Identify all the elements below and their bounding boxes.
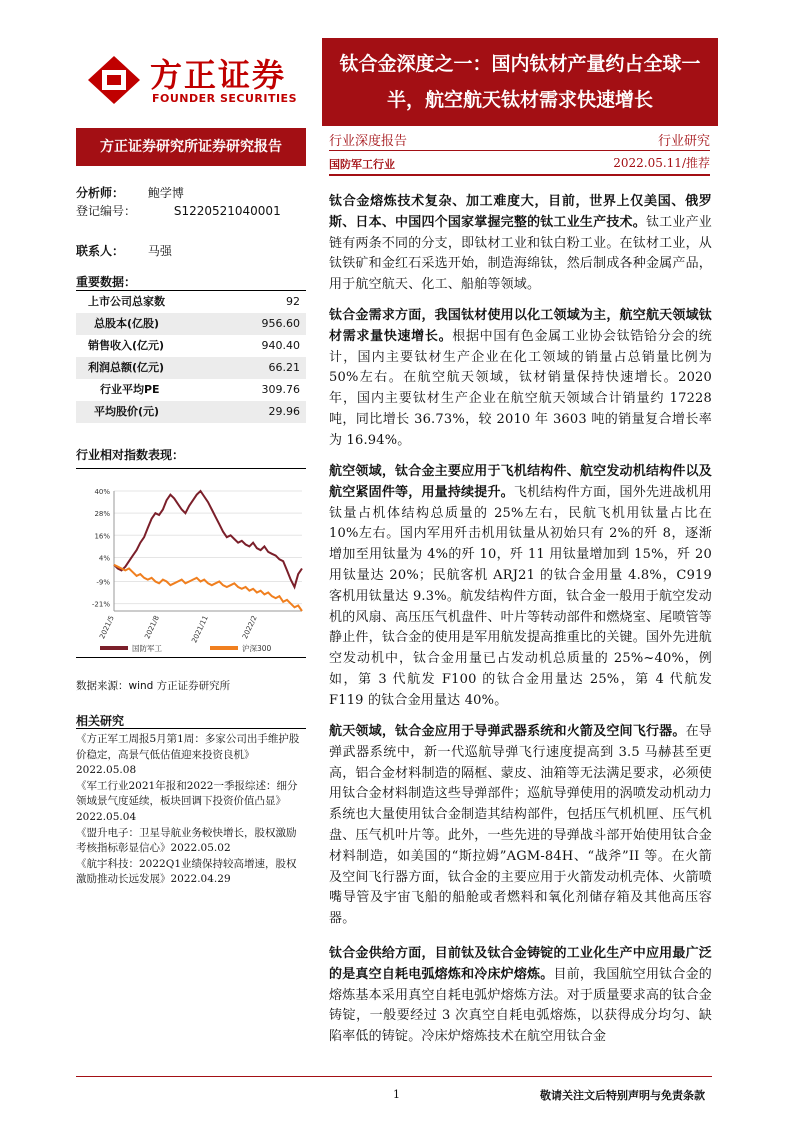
key-data-row [76, 379, 306, 401]
reg-label: 登记编号： [76, 204, 137, 218]
institute-banner: 方正证券研究所证券研究报告 [76, 128, 306, 166]
y-tick-label: 40% [94, 488, 110, 496]
related-item[interactable]: 《军工行业2021年报和2022一季报综述：细分领域景气度延续，板块回调下投资价值凸显》2022.05.04 [76, 779, 298, 823]
analyst-name: 鲍学博 [147, 186, 184, 200]
footer-rule [76, 1076, 712, 1077]
related-rule [76, 728, 306, 729]
y-tick-label: 4% [98, 554, 110, 563]
contact-label: 联系人： [76, 244, 125, 258]
body-para-4-lead: 航天领域，钛合金应用于导弹武器系统和火箭及空间飞行器。 [329, 724, 686, 739]
body-para-5-lead: 钛合金供给方面，目前钛及钛合金铸锭的工业化生产中应用最广泛的是真空自耗电弧熔炼和冷床炉熔炼。 [329, 946, 712, 982]
key-data-value: 940.40 [261, 339, 300, 352]
disclaimer-note: 敬请关注文后特别声明与免责条款 [540, 1089, 705, 1102]
report-category: 行业研究 [657, 134, 710, 149]
key-data-value: 92 [286, 295, 300, 308]
report-title [322, 38, 718, 118]
body-para-2-text: 根据中国有色金属工业协会钛锆铪分会的统计，国内主要钛材生产企业在化工领域的销量占总销量比例为 50%左右。在航空航天领域，钛材销量保持快速增长。2020 年，国内主要钛材生产企业在航空航天领域合计销量约 17228 吨，同比增长 36.73%，较 2010 年 3603 吨的销量复合增长率为 16.94%。 [329, 328, 712, 448]
related-item[interactable]: 《航宇科技：2022Q1业绩保持较高增速，股权激励推动长远发展》2022.04.29 [76, 857, 297, 886]
key-data-value: 29.96 [268, 405, 300, 418]
analyst-label: 分析师： [76, 186, 125, 200]
index-perf-heading: 行业相对指数表现： [76, 448, 185, 462]
related-item[interactable]: 《盟升电子：卫星导航业务較快增长，股权激励考核指标彰显信心》2022.05.02 [76, 826, 297, 855]
series-line-defense [114, 491, 302, 587]
body-para-5-text: 目前，我国航空用钛合金的熔炼基本采用真空自耗电弧炉熔炼方法。对于质量要求高的钛合金铸锭，一般要经过 3 次真空自耗电弧熔炼，以获得成分均匀、缺陷率低的铸锭。冷床炉熔炼技术在航空用钛合金 [329, 966, 712, 1045]
key-data-row [76, 357, 306, 379]
key-data-row [76, 335, 306, 357]
y-tick-label: -21% [91, 600, 110, 609]
report-type: 行业深度报告 [329, 134, 408, 149]
key-data-label: 销售收入(亿元) [88, 339, 165, 352]
key-data-row [76, 291, 306, 313]
body-para-2 [329, 306, 712, 452]
x-tick-label: 2021/8 [143, 614, 161, 641]
body-para-1-lead: 钛合金熔炼技术复杂、加工难度大，目前，世界上仅美国、俄罗斯、日本、中国四个国家掌握完整的钛工业生产技术。 [329, 194, 712, 230]
key-data-row [76, 313, 306, 335]
y-tick-label: 28% [94, 510, 110, 519]
report-title-band [322, 38, 718, 126]
index-chart-svg [76, 469, 306, 659]
industry-name: 国防军工行业 [329, 158, 395, 171]
body-para-4 [329, 722, 712, 930]
report-title-line1: 钛合金深度之一：国内钛材产量约占全球一 [339, 53, 701, 75]
header-rule [329, 150, 710, 151]
body-para-2-lead: 钛合金需求方面，我国钛材使用以化工领域为主，航空航天领域钛材需求量快速增长。 [329, 308, 712, 344]
related-heading: 相关研究 [76, 714, 125, 728]
founder-logo [84, 48, 314, 110]
logo-cn-text: 方正证券 [150, 56, 287, 94]
key-data-label: 行业平均PE [100, 383, 160, 396]
x-tick-label: 2021/5 [98, 614, 116, 641]
key-data-label: 平均股价(元) [94, 405, 160, 418]
key-data-table [76, 290, 306, 423]
y-tick-label: 16% [94, 532, 110, 541]
founder-logo-mark-icon [84, 52, 144, 108]
key-data-value: 956.60 [261, 317, 300, 330]
key-data-label: 总股本(亿股) [94, 317, 160, 330]
key-data-value: 309.76 [261, 383, 300, 396]
x-tick-label: 2022/2 [241, 614, 259, 641]
date-rating: 2022.05.11/推荐 [613, 156, 710, 170]
logo-en-text: FOUNDER SECURITIES [152, 92, 297, 105]
legend-label: 沪深300 [242, 644, 272, 653]
contact-name: 马强 [147, 244, 172, 258]
page-number: 1 [393, 1088, 400, 1101]
body-para-5 [329, 944, 712, 1048]
y-tick-label: -9% [96, 578, 110, 587]
body-para-1 [329, 192, 712, 296]
body-para-3-text: 飞机结构件方面，国外先进战机用钛量占机体结构总质量的 25%左右，民航飞机用钛量占比在 10%左右。国内军用歼击机用钛量从初始只有 2%的歼 8，逐渐增加至用钛量为 4%的歼 10，歼 11 用钛量增加到 15%，歼 20 用钛量达 20%；民航客机 ARJ21 的钛合金用量 4.8%，C919 客机用钛量达 9.3%。航发结构件方面，钛合金一般用于航空发动机的风扇、高压压气机盘件、叶片等转动部件和燃烧室、尾喷管等静止件，钛合金的使用是军用航发提高推重比的关键。国外先进航空发动机中，钛合金用量已占发动机总质量的 25%~40%，例如，第 3 代航发 F100 的钛合金用量达 25%，第 4 代航发 F119 的钛合金用量达 40%。 [329, 484, 712, 708]
analyst-info [76, 184, 306, 260]
key-data-label: 利润总额(亿元) [88, 361, 165, 374]
legend-label: 国防军工 [132, 644, 162, 653]
related-list [76, 732, 306, 888]
key-data-label: 上市公司总家数 [88, 295, 165, 308]
body-para-1-text: 钛工业产业链有两条不同的分支，即钛材工业和钛白粉工业。在钛材工业，从钛铁矿和金红石采选开始，制造海绵钛，然后制成各种金属产品，用于航空航天、化工、船舶等领域。 [329, 214, 712, 293]
key-data-heading: 重要数据： [76, 275, 137, 289]
x-tick-label: 2021/11 [190, 614, 210, 645]
key-data-row [76, 401, 306, 423]
related-item[interactable]: 《方正军工周报5月第1周：多家公司出手维护股价稳定，高景气低估值迎来投资良机》2022.05.08 [76, 733, 300, 777]
body-para-4-text: 在导弹武器系统中，新一代巡航导弹飞行速度提高到 3.5 马赫甚至更高，铝合金材料制造的隔框、蒙皮、油箱等无法满足要求，必须使用钛合金材料制造这些导弹部件；巡航导弹使用的涡喷发动机动力系统也大量使用钛合金制造其结构部件，包括压气机机匣、压气机盘、压气机叶片等。此外，一些先进的导弹战斗部开始使用钛合金材料制造，如美国的“斯拉姆”AGM-84H、“战斧”II 等。在火箭及空间飞行器方面，钛合金的主要应用于火箭发动机壳体、火箭喷嘴导管及宇宙飞船的船舱或者燃料和氧化剂储存箱及其他高压容器。 [329, 724, 713, 927]
body-para-3-lead: 航空领域，钛合金主要应用于飞机结构件、航空发动机结构件以及航空紧固件等，用量持续提升。 [329, 464, 712, 500]
reg-number: S1220521040001 [173, 204, 281, 218]
body-para-3 [329, 462, 712, 712]
key-data-value: 66.21 [268, 361, 300, 374]
report-title-line2: 半，航空航天钛材需求快速增长 [386, 89, 653, 111]
chart-source: 数据来源：wind 方正证券研究所 [76, 680, 231, 692]
index-chart [76, 468, 306, 658]
header-rule-2 [329, 174, 710, 176]
